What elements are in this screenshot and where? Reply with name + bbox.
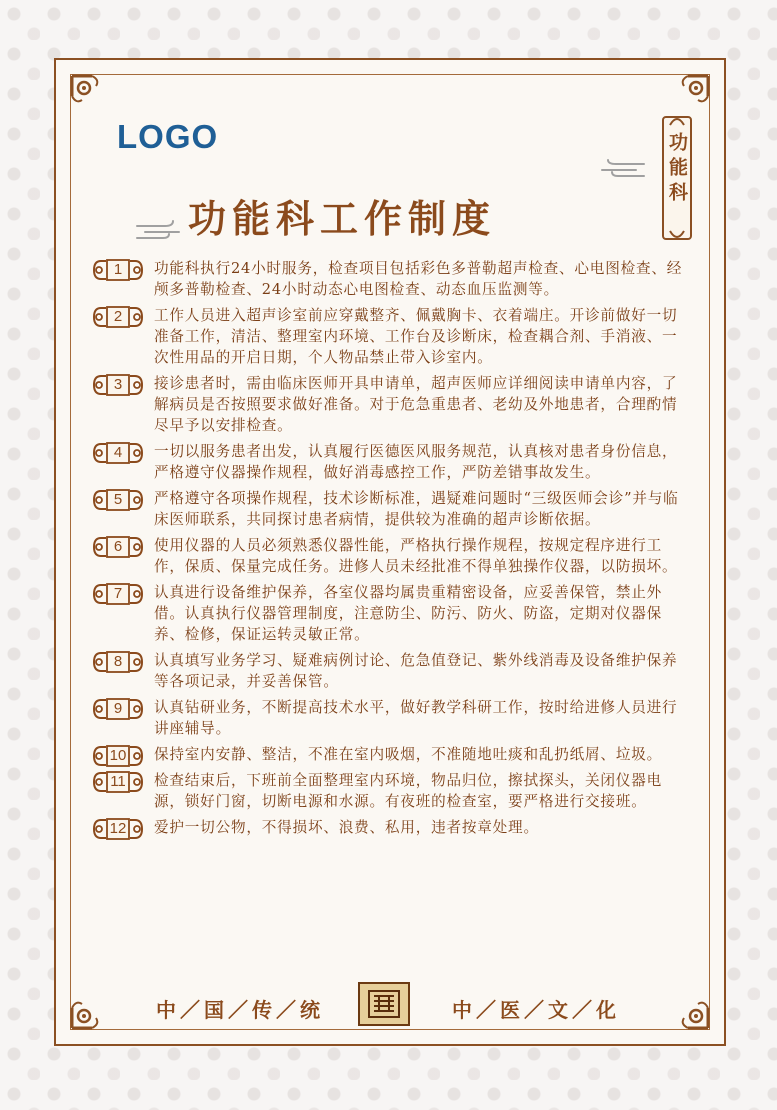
rule-number: 1 bbox=[113, 261, 123, 278]
rule-item bbox=[90, 488, 690, 530]
rule-item bbox=[90, 535, 690, 577]
medicine-seal-icon bbox=[358, 982, 410, 1026]
rule-number: 9 bbox=[113, 700, 123, 717]
rule-number-badge bbox=[90, 536, 146, 558]
rule-item bbox=[90, 817, 690, 838]
rule-item bbox=[90, 697, 690, 739]
rule-text: 严格遵守各项操作规程，技术诊断标准，遇疑难问题时“三级医师会诊”并与临床医师联系，共同探讨患者病情，提供较为准确的超声诊断依据。 bbox=[154, 490, 679, 528]
rule-number-badge bbox=[90, 771, 146, 793]
side-tag-label: 功能科 bbox=[666, 132, 688, 207]
rule-text: 检查结束后，下班前全面整理室内环境，物品归位，擦拭探头，关闭仪器电源，锁好门窗，切断电源和水源。有夜班的检查室，要严格进行交接班。 bbox=[154, 772, 662, 810]
cloud-ornament-icon bbox=[596, 158, 646, 182]
rule-number-badge bbox=[90, 818, 146, 840]
rule-text: 一切以服务患者出发，认真履行医德医风服务规范，认真核对患者身份信息，严格遵守仪器操作规程，做好消毒感控工作，严防差错事故发生。 bbox=[154, 443, 678, 481]
rule-item bbox=[90, 650, 690, 692]
rule-item bbox=[90, 770, 690, 812]
rules-list bbox=[90, 258, 690, 843]
footer-slogan-right: 中／医／文／化 bbox=[452, 998, 620, 1022]
rule-number: 8 bbox=[113, 653, 123, 670]
rule-number: 7 bbox=[113, 585, 123, 602]
cloud-ornament-icon bbox=[135, 218, 185, 242]
rule-number-badge bbox=[90, 698, 146, 720]
rule-text: 爱护一切公物，不得损坏、浪费、私用，违者按章处理。 bbox=[154, 819, 539, 836]
rule-number-badge bbox=[90, 306, 146, 328]
rule-item bbox=[90, 258, 690, 300]
rule-text: 使用仪器的人员必须熟悉仪器性能，严格执行操作规程，按规定程序进行工作，保质、保量完成任务。进修人员未经批准不得单独操作仪器，以防损坏。 bbox=[154, 537, 678, 575]
rule-number-badge bbox=[90, 259, 146, 281]
rule-number: 2 bbox=[113, 308, 123, 325]
rule-number-badge bbox=[90, 374, 146, 396]
rule-text: 接诊患者时，需由临床医师开具申请单，超声医师应详细阅读申请单内容，了解病员是否按照要求做好准备。对于危急重患者、老幼及外地患者，合理酌情尽早予以安排检查。 bbox=[154, 375, 678, 434]
rule-number: 5 bbox=[113, 491, 123, 508]
rule-item bbox=[90, 305, 690, 368]
rule-number: 10 bbox=[109, 747, 127, 764]
rule-text: 认真钻研业务，不断提高技术水平，做好教学科研工作，按时给进修人员进行讲座辅导。 bbox=[154, 699, 678, 737]
rule-number-badge bbox=[90, 745, 146, 767]
footer bbox=[100, 986, 680, 1026]
rule-number: 12 bbox=[109, 820, 127, 837]
rule-number-badge bbox=[90, 651, 146, 673]
rule-number: 3 bbox=[113, 376, 123, 393]
rule-text: 功能科执行24小时服务，检查项目包括彩色多普勒超声检查、心电图检查、经颅多普勒检查、24小时动态心电图检查、动态血压监测等。 bbox=[154, 260, 683, 298]
rule-item bbox=[90, 373, 690, 436]
side-tag bbox=[662, 116, 692, 240]
rule-text: 认真填写业务学习、疑难病例讨论、危急值登记、紫外线消毒及设备维护保养等各项记录，并妥善保管。 bbox=[154, 652, 678, 690]
rule-number: 4 bbox=[113, 444, 123, 461]
rule-text: 工作人员进入超声诊室前应穿戴整齐、佩戴胸卡、衣着端庄。开诊前做好一切准备工作，清洁、整理室内环境、工作台及诊断床，检查耦合剂、手消液、一次性用品的开启日期，个人物品禁止带入诊室内。 bbox=[154, 307, 678, 366]
rule-number: 11 bbox=[110, 773, 126, 790]
footer-slogan-left: 中／国／传／统 bbox=[156, 998, 324, 1022]
tag-cap-icon bbox=[669, 235, 685, 245]
logo: LOGO bbox=[117, 118, 219, 155]
rule-number: 6 bbox=[113, 538, 123, 555]
corner-ornament-icon bbox=[70, 74, 106, 110]
rule-text: 保持室内安静、整洁，不准在室内吸烟，不准随地吐痰和乱扔纸屑、垃圾。 bbox=[154, 746, 662, 763]
page-title: 功能科工作制度 bbox=[188, 196, 497, 241]
rule-number-badge bbox=[90, 583, 146, 605]
tag-cap-icon bbox=[669, 111, 685, 121]
rule-number-badge bbox=[90, 442, 146, 464]
rule-number-badge bbox=[90, 489, 146, 511]
rule-item bbox=[90, 744, 690, 765]
rule-item bbox=[90, 441, 690, 483]
corner-ornament-icon bbox=[674, 74, 710, 110]
rule-text: 认真进行设备维护保养，各室仪器均属贵重精密设备，应妥善保管，禁止外借。认真执行仪器管理制度，注意防尘、防污、防火、防盗，定期对仪器保养、检修，保证运转灵敏正常。 bbox=[154, 584, 662, 643]
rule-item bbox=[90, 582, 690, 645]
